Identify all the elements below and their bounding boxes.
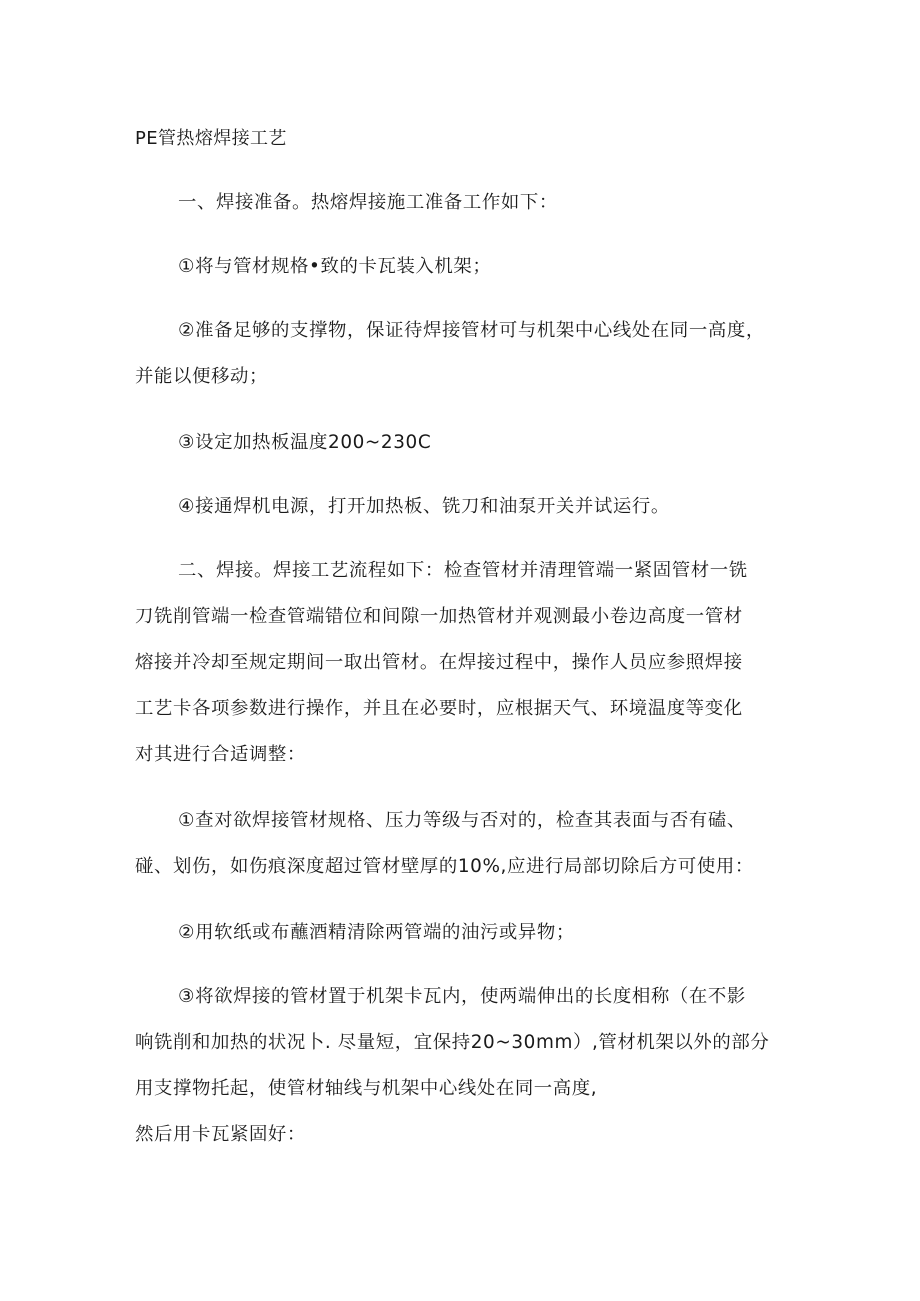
paragraph-line: ②准备足够的支撑物，保证待焊接管材可与机架中心线处在同一高度，	[178, 320, 765, 341]
paragraph-line: 用支撑物托起，使管材轴线与机架中心线处在同一高度,	[135, 1078, 598, 1099]
paragraph-line: ②用软纸或布蘸酒精清除两管端的油污或异物；	[178, 922, 575, 943]
paragraph-line: 响铣削和加热的状况卜. 尽量短，宜保持20~30mm）,管材机架以外的部分	[135, 1032, 770, 1053]
paragraph-line: 对其进行合适调整：	[135, 744, 306, 765]
paragraph-line: ①将与管材规格•致的卡瓦装入机架；	[178, 256, 492, 277]
document-title: PE管热熔焊接工艺	[135, 128, 287, 149]
paragraph-line: 工艺卡各项参数进行操作，并且在必要时，应根据天气、环境温度等变化	[135, 698, 743, 719]
paragraph-line: 然后用卡瓦紧固好：	[135, 1124, 306, 1145]
paragraph-line: ③设定加热板温度200~230C	[178, 432, 432, 453]
paragraph-line: 一、焊接准备。热熔焊接施工准备工作如下：	[178, 192, 558, 213]
paragraph-line: 碰、划伤，如伤痕深度超过管材壁厚的10%,应进行局部切除后方可使用：	[135, 856, 754, 877]
paragraph-line: ③将欲焊接的管材置于机架卡瓦内，使两端伸出的长度相称（在不影	[178, 986, 746, 1007]
paragraph-line: 并能以便移动；	[135, 366, 268, 387]
paragraph-line: ④接通焊机电源，打开加热板、铣刀和油泵开关并试运行。	[178, 496, 670, 517]
paragraph-line: 二、焊接。焊接工艺流程如下：检查管材并清理管端一紧固管材一铣	[178, 560, 748, 581]
paragraph-line: 刀铣削管端一检查管端错位和间隙一加热管材并观测最小卷边高度一管材	[135, 606, 743, 627]
paragraph-line: 熔接并冷却至规定期间一取出管材。在焊接过程中，操作人员应参照焊接	[135, 652, 743, 673]
paragraph-line: ①查对欲焊接管材规格、压力等级与否对的，检查其表面与否有磕、	[178, 810, 746, 831]
